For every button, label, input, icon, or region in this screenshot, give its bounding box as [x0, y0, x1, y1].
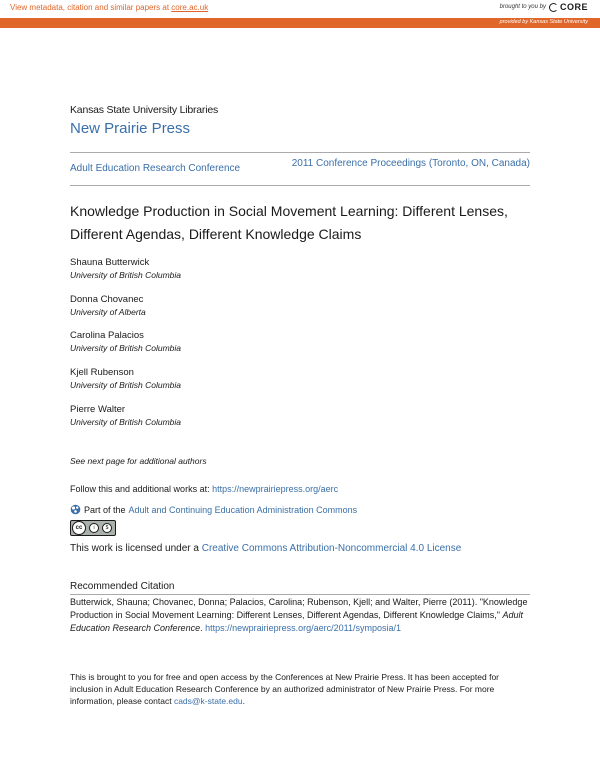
press-link[interactable]: New Prairie Press [70, 120, 191, 137]
access-notice [70, 671, 530, 707]
core-provided-strip [0, 18, 600, 28]
core-brought-by: brought to you by [499, 4, 546, 10]
access-text: This is brought to you for free and open access by the Conferences at New Prairie Press. It has been accepted for inclusion in Adult Education Research Conference by an authorized administrator of New Prairie Press. For more information, please contact [70, 672, 500, 706]
attribution-icon: i [89, 523, 99, 533]
core-logo-text: CORE [559, 2, 588, 12]
core-provided-by: provided by Kansas State University [499, 19, 588, 25]
institution-name: Kansas State University Libraries [70, 104, 219, 116]
cc-icon: cc [72, 521, 86, 535]
author-name: Kjell Rubenson [70, 367, 134, 378]
author-entry [70, 367, 181, 390]
author-name: Shauna Butterwick [70, 257, 150, 268]
follow-prefix: Follow this and additional works at: [70, 484, 213, 494]
author-affiliation: University of Alberta [70, 307, 146, 317]
series-link[interactable]: Adult Education Research Conference [70, 163, 241, 174]
author-entry [70, 294, 146, 317]
citation-heading: Recommended Citation [70, 581, 175, 592]
noncommercial-icon: $ [102, 523, 112, 533]
core-banner-top [0, 0, 600, 18]
author-name: Donna Chovanec [70, 294, 144, 305]
divider-bottom [70, 185, 530, 186]
author-affiliation: University of British Columbia [70, 380, 182, 390]
citation-sep: . [200, 623, 206, 633]
citation-body: Butterwick, Shauna; Chovanec, Donna; Palacios, Carolina; Rubenson, Kjell; and Walter, Pierre (2011). "Knowledge Production in Social Movement Learning: Different Lenses, Different Agendas, Different Knowledge Claims," [70, 597, 528, 620]
citation-link[interactable]: https://newprairiepress.org/aerc/2011/symposia/1 [205, 623, 402, 633]
author-affiliation: University of British Columbia [70, 343, 182, 353]
citation-divider [70, 594, 530, 595]
author-affiliation: University of British Columbia [70, 270, 182, 280]
cc-license-badge[interactable] [70, 520, 116, 536]
network-icon [70, 504, 81, 515]
contact-email-link[interactable]: cads@k-state.edu [173, 696, 243, 706]
citation-journal: Adult Education Research Conference [70, 610, 523, 633]
core-metadata-link[interactable] [10, 3, 208, 12]
part-of-prefix: Part of the [84, 504, 126, 515]
follow-link[interactable]: https://newprairiepress.org/aerc [212, 484, 339, 494]
part-of-line [70, 504, 357, 515]
paper-title: Knowledge Production in Social Movement Learning: Different Lenses, Different Agendas, Different Knowledge Claims [70, 203, 508, 242]
divider-top [70, 152, 530, 153]
license-line [70, 543, 461, 554]
proceedings-link[interactable]: 2011 Conference Proceedings (Toronto, ON, Canada) [291, 158, 530, 169]
author-entry [70, 330, 181, 353]
commons-link[interactable]: Adult and Continuing Education Administration Commons [128, 504, 358, 515]
license-link[interactable]: Creative Commons Attribution-Noncommercial 4.0 License [201, 543, 462, 554]
see-next-note: See next page for additional authors [70, 456, 207, 466]
core-banner [0, 0, 600, 28]
author-entry [70, 404, 181, 427]
author-affiliation: University of British Columbia [70, 417, 182, 427]
license-prefix: This work is licensed under a [70, 543, 202, 554]
follow-line [70, 484, 338, 494]
access-end: . [242, 696, 245, 706]
core-link-site: core.ac.uk [171, 3, 209, 12]
core-link-prefix: View metadata, citation and similar papers at [10, 3, 172, 12]
core-logo [549, 2, 588, 12]
core-logo-icon [549, 3, 558, 12]
author-entry [70, 257, 181, 280]
author-name: Pierre Walter [70, 404, 126, 415]
author-name: Carolina Palacios [70, 330, 144, 341]
citation-text [70, 596, 530, 635]
core-brand[interactable] [500, 2, 588, 12]
